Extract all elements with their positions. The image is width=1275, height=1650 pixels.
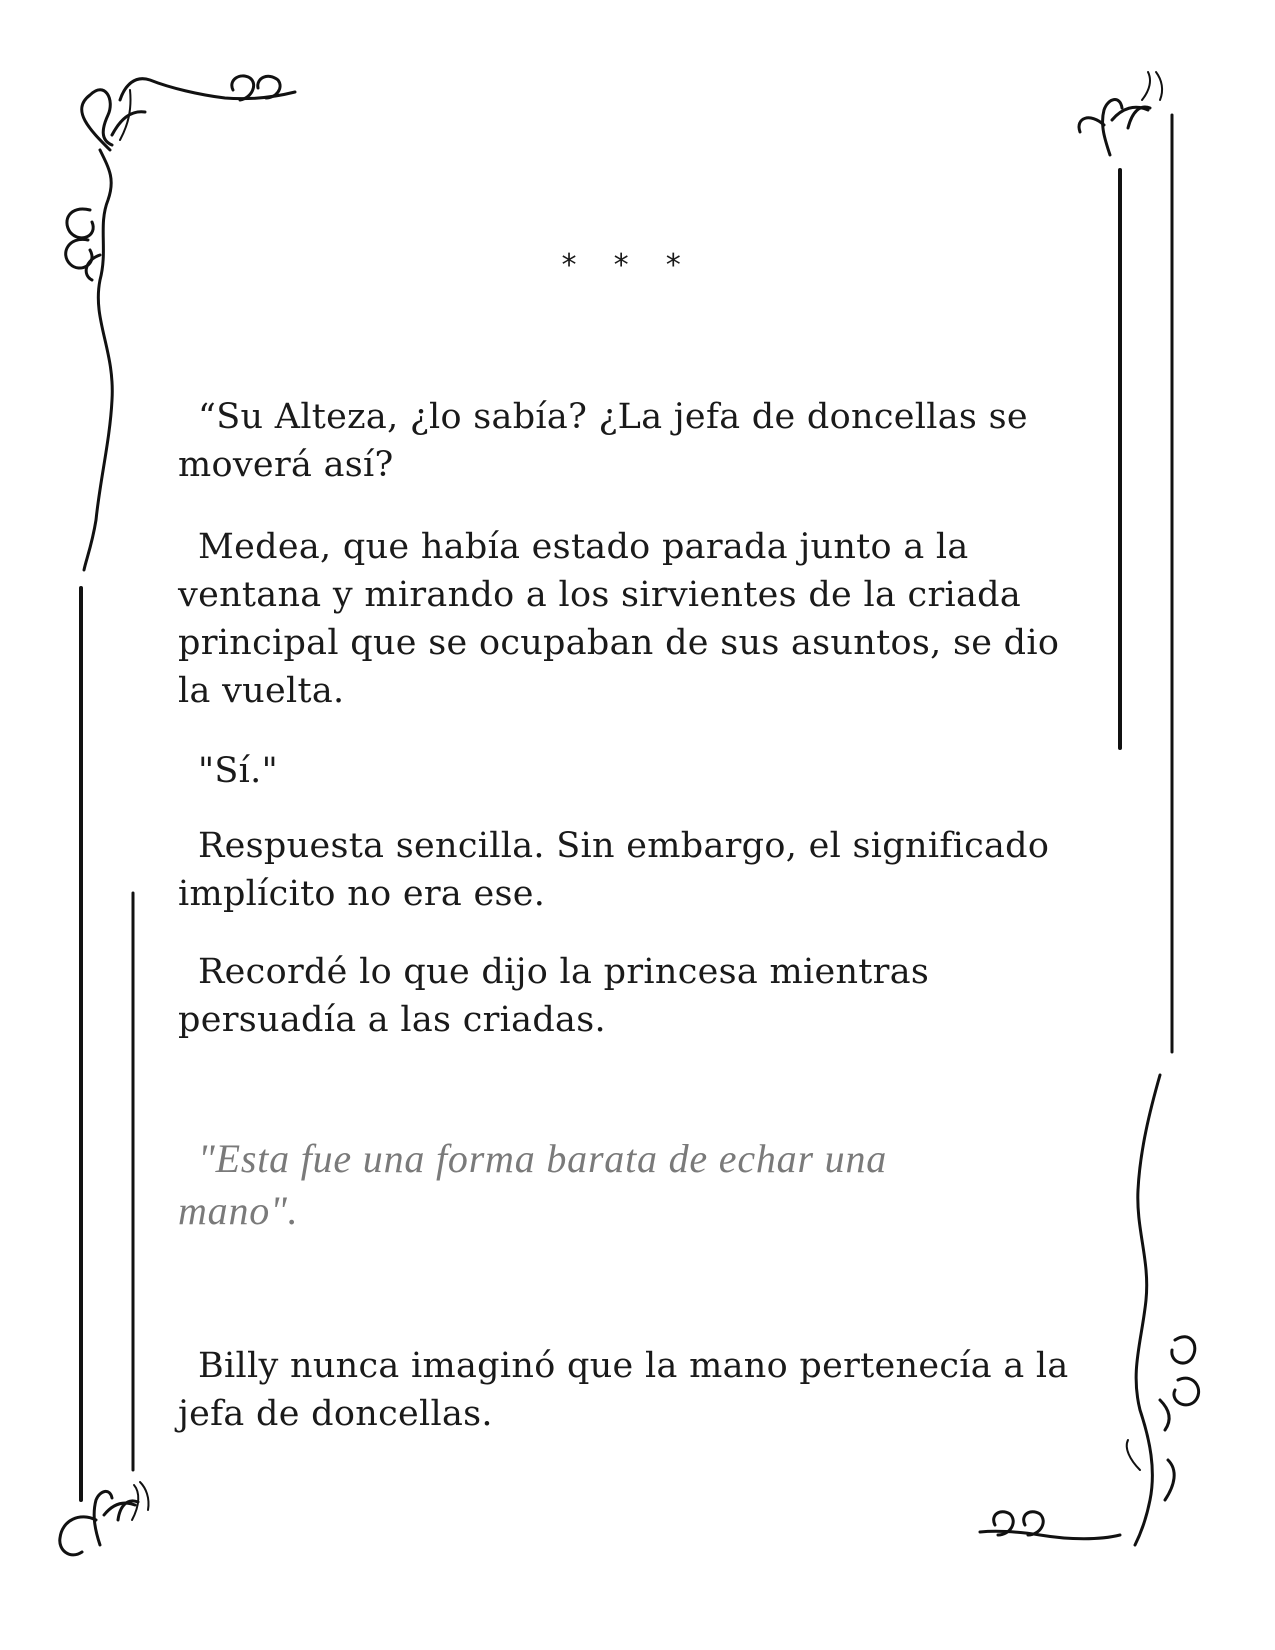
- paragraph-1: “Su Alteza, ¿lo sabía? ¿La jefa de doncellas se moverá así?: [178, 397, 1028, 485]
- paragraph-5: Recordé lo que dijo la princesa mientras persuadía a las criadas.: [178, 952, 930, 1040]
- corner-flourish-icon: [1079, 72, 1162, 155]
- paragraph-3: "Sí.": [198, 751, 278, 791]
- corner-flourish-icon: [66, 76, 295, 570]
- paragraph-4: Respuesta sencilla. Sin embargo, el significado implícito no era ese.: [178, 826, 1050, 914]
- quoted-thought: "Esta fue una forma barata de echar una mano".: [178, 1136, 888, 1233]
- section-separator: * * *: [560, 248, 691, 283]
- corner-flourish-icon: [60, 1482, 149, 1555]
- paragraph-2: Medea, que había estado parada junto a la ventana y mirando a los sirvientes de la criada principal que se ocupaban de sus asuntos, se dio la vuelta.: [178, 527, 1060, 711]
- paragraph-6: Billy nunca imaginó que la mano pertenecía a la jefa de doncellas.: [178, 1346, 1069, 1434]
- corner-flourish-icon: [980, 1075, 1199, 1545]
